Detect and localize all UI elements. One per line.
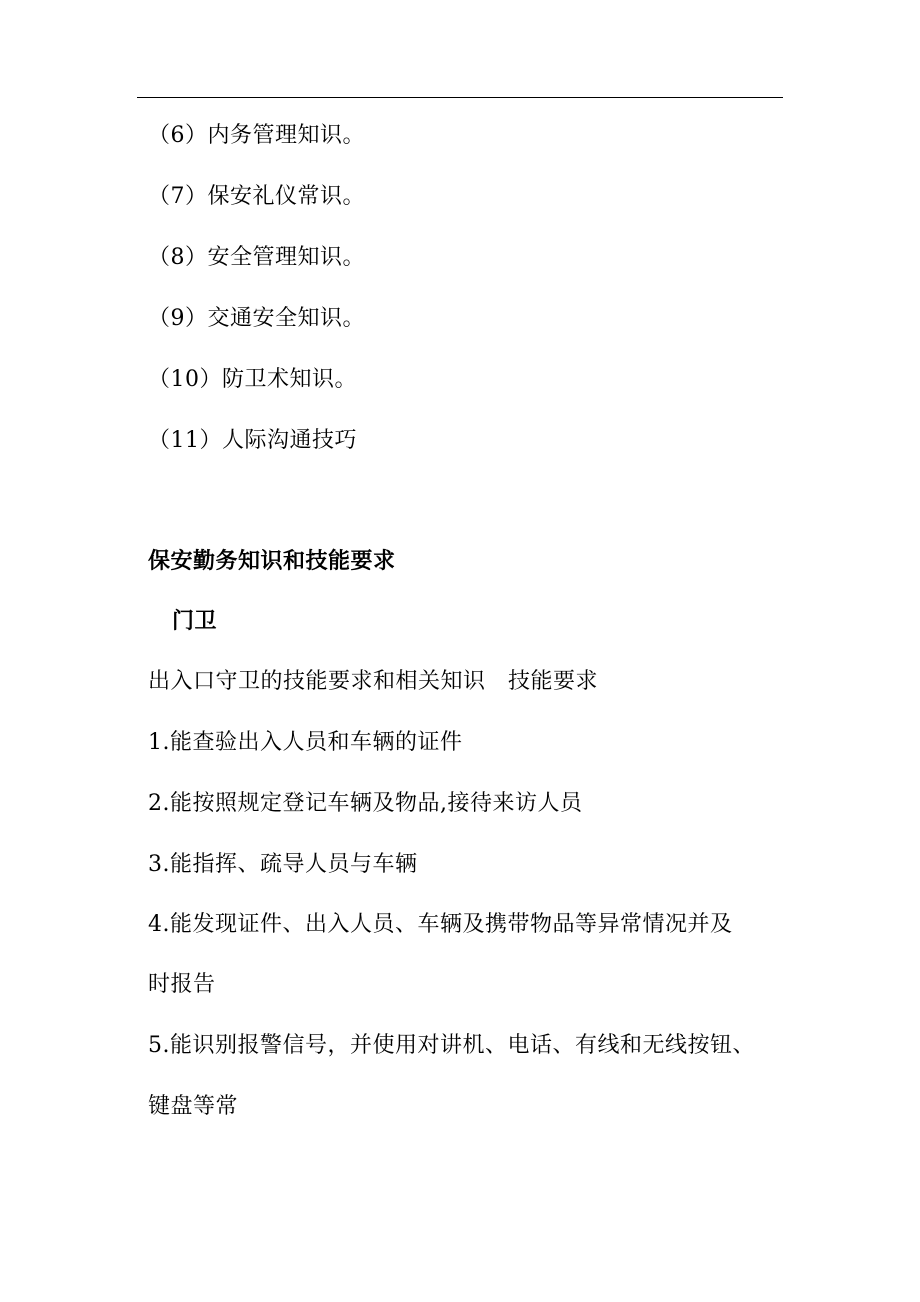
knowledge-item-11: （11）人际沟通技巧 [148,428,357,453]
subsection-heading: 门卫 [172,608,218,634]
knowledge-item-6: （6）内务管理知识。 [148,123,365,148]
header-rule [137,97,783,98]
knowledge-item-8: （8）安全管理知识。 [148,245,365,270]
knowledge-item-7: （7）保安礼仪常识。 [148,184,365,209]
knowledge-item-10: （10）防卫术知识。 [148,367,357,392]
skill-line-4-continued: 时报告 [148,972,216,997]
knowledge-item-9: （9）交通安全知识。 [148,306,365,331]
intro-line: 出入口守卫的技能要求和相关知识 技能要求 [148,669,599,694]
skill-line-4: 4.能发现证件、出入人员、车辆及携带物品等异常情况并及 [148,912,733,937]
skill-line-5-continued: 键盘等常 [148,1094,239,1119]
skill-line-5: 5.能识别报警信号，并使用对讲机、电话、有线和无线按钮、 [148,1033,755,1058]
skill-line-1: 1.能查验出入人员和车辆的证件 [148,730,463,755]
section-heading: 保安勤务知识和技能要求 [148,548,396,574]
skill-line-2: 2.能按照规定登记车辆及物品,接待来访人员 [148,791,583,816]
skill-line-3: 3.能指挥、疏导人员与车辆 [148,852,418,877]
